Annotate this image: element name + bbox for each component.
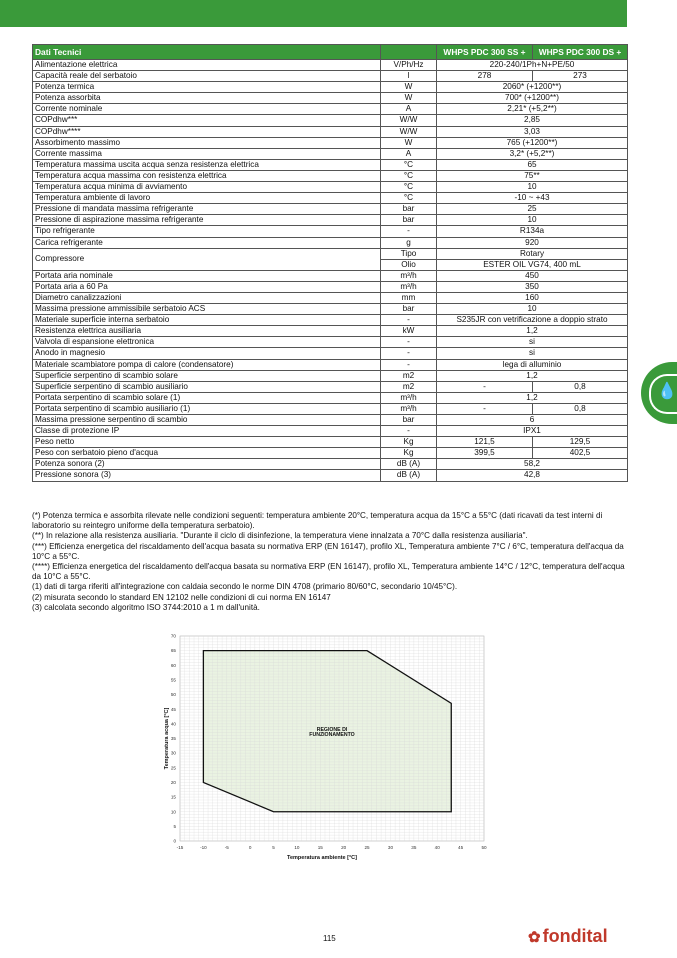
row-value: 450 <box>437 270 628 281</box>
row-value: 700* (+1200**) <box>437 93 628 104</box>
table-row <box>33 126 628 137</box>
row-value: 2060* (+1200**) <box>437 82 628 93</box>
x-axis-label: Temperatura ambiente [°C] <box>287 855 357 861</box>
row-unit: A <box>381 104 437 115</box>
header-model-ds: WHPS PDC 300 DS + <box>533 45 628 60</box>
section-tab <box>641 362 677 424</box>
row-label: Corrente nominale <box>33 104 381 115</box>
y-tick-label: 40 <box>170 721 176 727</box>
table-row <box>33 304 628 315</box>
table-row <box>33 71 628 82</box>
row-unit: - <box>381 359 437 370</box>
row-unit: kW <box>381 326 437 337</box>
row-label: Potenza termica <box>33 82 381 93</box>
x-tick-label: 20 <box>341 845 347 850</box>
row-unit: - <box>381 337 437 348</box>
row-label: Pressione di aspirazione massima refrigerante <box>33 215 381 226</box>
table-row <box>33 470 628 481</box>
row-value: 25 <box>437 204 628 215</box>
row-value-ds: 129,5 <box>533 437 628 448</box>
footnote: (*) Potenza termica e assorbita rilevate nelle condizioni seguenti: temperatura ambiente 20°C, temperatura acqua da 15°C a 55°C (dati ricavati da test interni di laboratorio su reintegro uniforme della temperatura serbatoio). <box>32 511 603 531</box>
row-value: 765 (+1200**) <box>437 137 628 148</box>
top-green-bar <box>0 0 627 27</box>
row-label: Temperatura acqua massima con resistenza elettrica <box>33 170 381 181</box>
row-value: R134a <box>437 226 628 237</box>
row-label: Diametro canalizzazioni <box>33 292 381 303</box>
row-unit: °C <box>381 159 437 170</box>
row-unit: - <box>381 226 437 237</box>
x-tick-label: 30 <box>387 845 394 850</box>
row-unit: W <box>381 82 437 93</box>
row-value: 58,2 <box>437 459 628 470</box>
row-unit: °C <box>381 182 437 193</box>
row-label: Temperatura acqua minima di avviamento <box>33 182 381 193</box>
row-unit: m2 <box>381 381 437 392</box>
row-label: Portata serpentino di scambio ausiliario (1) <box>33 403 381 414</box>
y-tick-label: 0 <box>173 838 176 844</box>
row-unit: bar <box>381 215 437 226</box>
row-value: S235JR con vetrificazione a doppio strato <box>437 315 628 326</box>
row-unit: Kg <box>381 448 437 459</box>
table-row <box>33 348 628 359</box>
row-unit: mm <box>381 292 437 303</box>
row-value-ds: 273 <box>533 71 628 82</box>
row-label: Portata serpentino di scambio solare (1) <box>33 392 381 403</box>
table-row <box>33 448 628 459</box>
row-value-ds: 0,8 <box>533 381 628 392</box>
row-label: Massima pressione serpentino di scambio <box>33 415 381 426</box>
water-drop-icon: 💧 <box>657 383 677 400</box>
header-title: Dati Tecnici <box>33 45 381 60</box>
table-row <box>33 459 628 470</box>
table-row <box>33 182 628 193</box>
flower-icon: ✿ <box>528 929 541 946</box>
x-tick-label: -15 <box>176 845 184 850</box>
row-label: Resistenza elettrica ausiliaria <box>33 326 381 337</box>
row-value-ds: 0,8 <box>533 403 628 414</box>
footnote: (***) Efficienza energetica del riscaldamento dell'acqua basata su normativa ERP (EN 16147), profilo XL, Temperatura ambiente 7°C / 6°C, temperatura dell'acqua da 10°C a 55°C. <box>32 541 624 561</box>
y-tick-label: 60 <box>170 662 176 668</box>
row-unit: m³/h <box>381 281 437 292</box>
row-value-ss: 121,5 <box>437 437 533 448</box>
row-unit: °C <box>381 193 437 204</box>
x-tick-label: 35 <box>411 845 417 850</box>
x-tick-label: 10 <box>294 845 300 850</box>
row-unit: l <box>381 71 437 82</box>
table-row <box>33 326 628 337</box>
header-unit <box>381 45 437 60</box>
x-tick-label: 15 <box>317 845 323 850</box>
page-number: 115 <box>323 934 336 943</box>
row-label: COPdhw**** <box>33 126 381 137</box>
y-tick-label: 20 <box>170 780 176 786</box>
row-unit: g <box>381 237 437 248</box>
row-value: 920 <box>437 237 628 248</box>
table-row <box>33 315 628 326</box>
y-tick-label: 50 <box>170 692 176 698</box>
table-row <box>33 82 628 93</box>
row-label: Corrente massima <box>33 148 381 159</box>
x-tick-label: -10 <box>200 845 207 850</box>
row-label: Assorbimento massimo <box>33 137 381 148</box>
row-value: 10 <box>437 304 628 315</box>
row-value-ss: 278 <box>437 71 533 82</box>
row-value: IPX1 <box>437 426 628 437</box>
table-row <box>33 104 628 115</box>
table-row <box>33 426 628 437</box>
row-label: Peso con serbatoio pieno d'acqua <box>33 448 381 459</box>
y-tick-label: 5 <box>173 823 176 829</box>
row-value-ss: - <box>437 403 533 414</box>
row-unit: W <box>381 137 437 148</box>
row-value: 2,85 <box>437 115 628 126</box>
table-row <box>33 204 628 215</box>
row-unit: - <box>381 426 437 437</box>
y-tick-label: 35 <box>170 736 176 742</box>
row-unit: - <box>381 315 437 326</box>
row-unit: Kg <box>381 437 437 448</box>
row-label: Classe di protezione IP <box>33 426 381 437</box>
table-row <box>33 215 628 226</box>
footnote: (2) misurata secondo lo standard EN 12102 nelle condizioni di cui norma EN 16147 <box>32 592 331 602</box>
table-row <box>33 237 628 248</box>
row-value: 10 <box>437 182 628 193</box>
table-row <box>33 292 628 303</box>
footnote: (3) calcolata secondo algoritmo ISO 3744:2010 a 1 m dall'unità. <box>32 602 260 612</box>
y-tick-label: 55 <box>170 677 176 683</box>
row-label: Alimentazione elettrica <box>33 60 381 71</box>
y-tick-label: 65 <box>170 648 176 654</box>
row-unit: m2 <box>381 370 437 381</box>
row-label: Compressore <box>33 248 381 270</box>
y-tick-label: 30 <box>170 750 176 756</box>
row-value: 3,03 <box>437 126 628 137</box>
region-annotation-line1: REGIONE DI <box>316 726 348 733</box>
x-tick-label: 50 <box>481 845 487 850</box>
row-value: si <box>437 337 628 348</box>
row-unit: m³/h <box>381 403 437 414</box>
row-unit: V/Ph/Hz <box>381 60 437 71</box>
table-row <box>33 226 628 237</box>
y-tick-label: 45 <box>170 706 176 712</box>
x-tick-label: 40 <box>434 845 440 850</box>
table-row <box>33 337 628 348</box>
table-row <box>33 381 628 392</box>
y-tick-label: 10 <box>170 809 176 815</box>
row-label: COPdhw*** <box>33 115 381 126</box>
row-unit: °C <box>381 170 437 181</box>
row-unit: m³/h <box>381 392 437 403</box>
row-label: Massima pressione ammissibile serbatoio ACS <box>33 304 381 315</box>
row-value: 42,8 <box>437 470 628 481</box>
table-row <box>33 248 628 259</box>
row-unit: W/W <box>381 115 437 126</box>
row-label: Temperatura ambiente di lavoro <box>33 193 381 204</box>
operating-range-chart <box>160 632 490 862</box>
row-label: Temperatura massima uscita acqua senza resistenza elettrica <box>33 159 381 170</box>
table-row <box>33 93 628 104</box>
row-label: Potenza sonora (2) <box>33 459 381 470</box>
row-value-ss: - <box>437 381 533 392</box>
row-value: lega di alluminio <box>437 359 628 370</box>
table-row <box>33 137 628 148</box>
x-tick-label: 45 <box>458 845 464 850</box>
table-row <box>33 392 628 403</box>
y-axis-label: Temperatura acqua [°C] <box>164 707 170 770</box>
row-label: Carica refrigerante <box>33 237 381 248</box>
row-value: 1,2 <box>437 326 628 337</box>
table-row <box>33 281 628 292</box>
table-row <box>33 148 628 159</box>
row-unit: A <box>381 148 437 159</box>
row-value: ESTER OIL VG74, 400 mL <box>437 259 628 270</box>
brand-logo <box>528 926 608 947</box>
row-value: -10 ~ +43 <box>437 193 628 204</box>
table-row <box>33 359 628 370</box>
table-row <box>33 115 628 126</box>
technical-data-table <box>32 44 628 482</box>
row-unit: m³/h <box>381 270 437 281</box>
x-tick-label: 25 <box>364 845 370 850</box>
row-label: Superficie serpentino di scambio ausiliario <box>33 381 381 392</box>
row-label: Tipo refrigerante <box>33 226 381 237</box>
row-label: Materiale scambiatore pompa di calore (condensatore) <box>33 359 381 370</box>
row-value-ss: 399,5 <box>437 448 533 459</box>
x-tick-label: 5 <box>272 845 275 850</box>
row-value: 2,21* (+5,2**) <box>437 104 628 115</box>
row-label: Portata aria a 60 Pa <box>33 281 381 292</box>
row-label: Materiale superficie interna serbatoio <box>33 315 381 326</box>
x-tick-label: 0 <box>248 845 252 850</box>
row-value: 10 <box>437 215 628 226</box>
footnote: (****) Efficienza energetica del riscaldamento dell'acqua basata su normativa ERP (EN 16147), profilo XL, Temperatura ambiente 14°C / 12°C, temperatura dell'acqua da 10°C a 55°C. <box>32 562 625 582</box>
row-value: 3,2* (+5,2**) <box>437 148 628 159</box>
row-value: 1,2 <box>437 392 628 403</box>
table-row <box>33 60 628 71</box>
row-unit: Olio <box>381 259 437 270</box>
logo-text: fondital <box>542 926 608 946</box>
row-label: Pressione di mandata massima refrigerante <box>33 204 381 215</box>
row-unit: W/W <box>381 126 437 137</box>
row-value: 160 <box>437 292 628 303</box>
row-value: 75** <box>437 170 628 181</box>
table-row <box>33 193 628 204</box>
row-value: 6 <box>437 415 628 426</box>
row-value: 220-240/1Ph+N+PE/50 <box>437 60 628 71</box>
table-row <box>33 370 628 381</box>
table-header-row <box>33 45 628 60</box>
row-unit: Tipo <box>381 248 437 259</box>
table-row <box>33 437 628 448</box>
row-label: Anodo in magnesio <box>33 348 381 359</box>
table-row <box>33 270 628 281</box>
row-label: Superficie serpentino di scambio solare <box>33 370 381 381</box>
table-row <box>33 159 628 170</box>
table-row <box>33 415 628 426</box>
table-row <box>33 170 628 181</box>
row-value: 350 <box>437 281 628 292</box>
x-tick-label: -5 <box>224 845 229 850</box>
region-annotation-line2: FUNZIONAMENTO <box>309 732 355 739</box>
row-unit: dB (A) <box>381 470 437 481</box>
row-unit: bar <box>381 204 437 215</box>
row-unit: bar <box>381 304 437 315</box>
row-label: Portata aria nominale <box>33 270 381 281</box>
row-label: Valvola di espansione elettronica <box>33 337 381 348</box>
footnotes <box>32 511 632 613</box>
row-unit: - <box>381 348 437 359</box>
row-value: si <box>437 348 628 359</box>
row-value: 65 <box>437 159 628 170</box>
row-unit: dB (A) <box>381 459 437 470</box>
row-unit: W <box>381 93 437 104</box>
row-label: Potenza assorbita <box>33 93 381 104</box>
footnote: (**) In relazione alla resistenza ausiliaria. "Durante il ciclo di disinfezione, la temperatura viene innalzata a 70°C dalla resistenza ausiliaria". <box>32 531 528 541</box>
row-unit: bar <box>381 415 437 426</box>
y-tick-label: 70 <box>170 633 176 639</box>
row-value-ds: 402,5 <box>533 448 628 459</box>
row-label: Peso netto <box>33 437 381 448</box>
row-label: Pressione sonora (3) <box>33 470 381 481</box>
row-value: 1,2 <box>437 370 628 381</box>
y-tick-label: 25 <box>170 765 176 771</box>
row-label: Capacità reale del serbatoio <box>33 71 381 82</box>
row-value: Rotary <box>437 248 628 259</box>
y-tick-label: 15 <box>170 794 176 800</box>
header-model-ss: WHPS PDC 300 SS + <box>437 45 533 60</box>
table-row <box>33 403 628 414</box>
footnote: (1) dati di targa riferiti all'integrazione con caldaia secondo le norme DIN 4708 (primario 80/60°C, secondario 10/45°C). <box>32 582 458 592</box>
